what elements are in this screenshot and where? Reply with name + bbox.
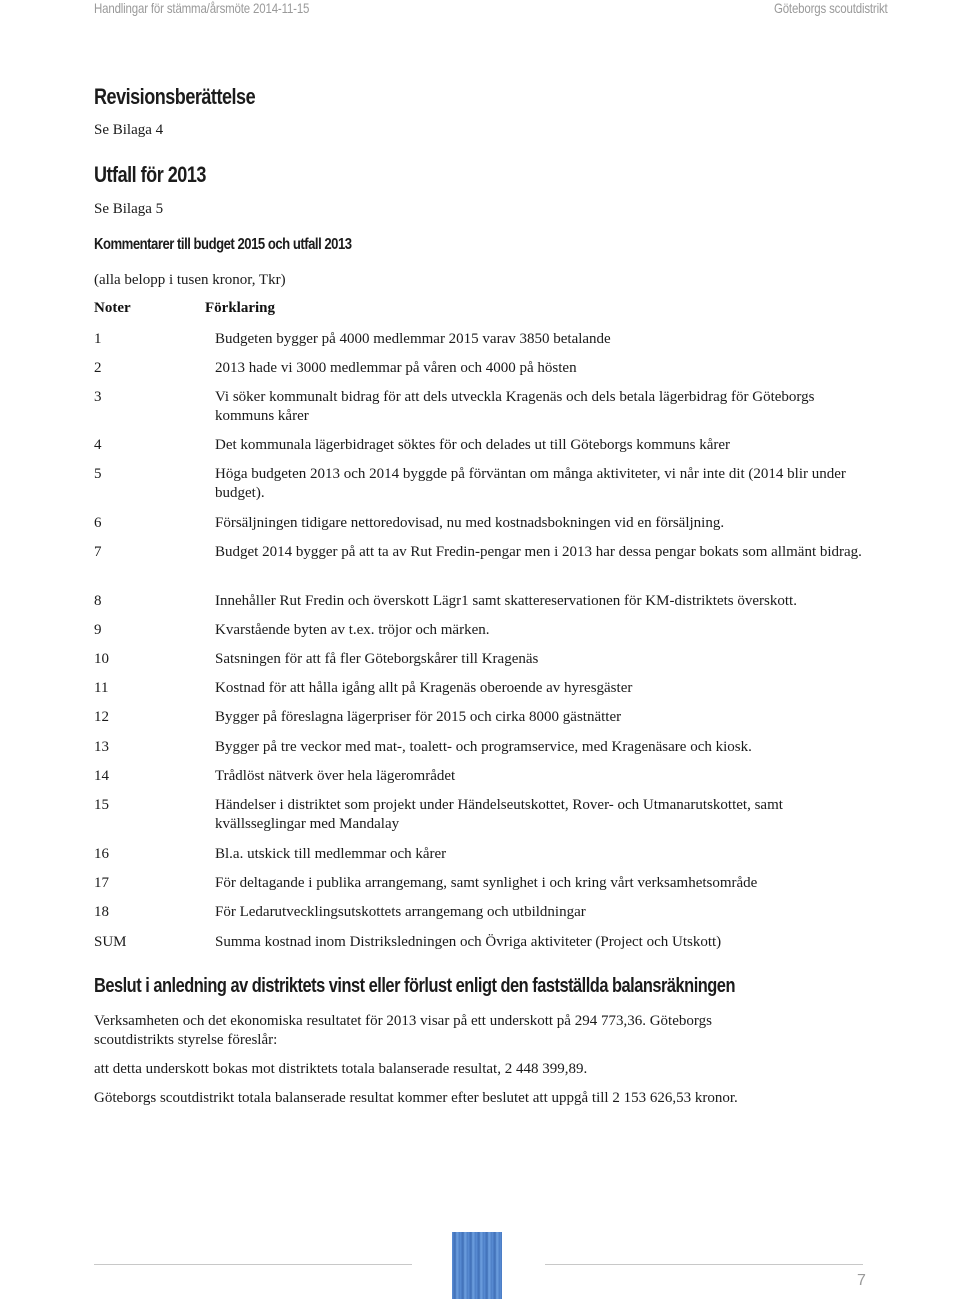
note-explanation: För Ledarutvecklingsutskottets arrangemang och utbildningar	[215, 904, 586, 920]
note-explanation: Bygger på föreslagna lägerpriser för 2015 och cirka 8000 gästnätter	[215, 709, 622, 725]
running-header-right: Göteborgs scoutdistrikt	[774, 0, 888, 16]
note-number: 17	[94, 875, 109, 891]
footer-rule-left	[94, 1264, 412, 1265]
note-explanation: Händelser i distriktet som projekt under Händelseutskottet, Rover- och Utmanarutskottet, samt kvällsseglingar med Mandalay	[215, 797, 783, 832]
note-explanation: Bygger på tre veckor med mat-, toalett- och programservice, med Kragenäsare och kiosk.	[215, 739, 752, 755]
note-explanation: Trådlöst nätverk över hela lägerområdet	[215, 768, 456, 784]
notes-column-header-noter: Noter	[94, 300, 131, 316]
note-explanation: Kostnad för att hålla igång allt på Kragenäs oberoende av hyresgäster	[215, 680, 633, 696]
note-number: 7	[94, 544, 102, 560]
beslut-paragraph-2: att detta underskott bokas mot distriktets totala balanserade resultat, 2 448 399,89.	[94, 1061, 588, 1077]
note-number: 10	[94, 651, 109, 667]
note-number: 11	[94, 680, 109, 696]
note-number: 18	[94, 904, 109, 920]
note-explanation: Satsningen för att få fler Göteborgskårer till Kragenäs	[215, 651, 539, 667]
footer-rule-right	[545, 1264, 863, 1265]
kommentarer-heading: Kommentarer till budget 2015 och utfall 2013	[94, 236, 352, 253]
beslut-heading: Beslut i anledning av distriktets vinst eller förlust enligt den fastställda balansräkningen	[94, 975, 735, 997]
note-explanation: Höga budgeten 2013 och 2014 byggde på förväntan om många aktiviteter, vi når inte dit (2014 blir under budget).	[215, 466, 846, 501]
note-explanation: Budgeten bygger på 4000 medlemmar 2015 varav 3850 betalande	[215, 331, 611, 347]
footer-page-tab	[452, 1232, 502, 1299]
note-number: 12	[94, 709, 109, 725]
note-explanation: 2013 hade vi 3000 medlemmar på våren och 4000 på hösten	[215, 360, 577, 376]
beslut-paragraph-3: Göteborgs scoutdistrikt totala balanserade resultat kommer efter beslutet att uppgå till 2 153 626,53 kronor.	[94, 1090, 738, 1106]
note-number: 15	[94, 797, 109, 813]
note-number: 5	[94, 466, 102, 482]
note-number: 3	[94, 389, 102, 405]
note-explanation: Innehåller Rut Fredin och överskott Lägr1 samt skattereservationen för KM-distriktets överskott.	[215, 593, 797, 609]
note-explanation: För deltagande i publika arrangemang, samt synlighet i och kring vårt verksamhetsområde	[215, 875, 758, 891]
page-number: 7	[857, 1272, 866, 1289]
note-number: SUM	[94, 934, 127, 950]
running-header-left: Handlingar för stämma/årsmöte 2014-11-15	[94, 0, 310, 16]
utfall-reference: Se Bilaga 5	[94, 201, 164, 217]
note-number: 14	[94, 768, 109, 784]
note-explanation: Det kommunala lägerbidraget söktes för och delades ut till Göteborgs kommuns kårer	[215, 437, 731, 453]
note-explanation: Försäljningen tidigare nettoredovisad, nu med kostnadsbokningen vid en försäljning.	[215, 515, 725, 531]
note-explanation: Summa kostnad inom Distriksledningen och Övriga aktiviteter (Project och Utskott)	[215, 934, 722, 950]
note-explanation: Budget 2014 bygger på att ta av Rut Fredin-pengar men i 2013 har dessa pengar bokats som allmänt bidrag.	[215, 544, 862, 560]
note-explanation: Bl.a. utskick till medlemmar och kårer	[215, 846, 447, 862]
note-number: 1	[94, 331, 102, 347]
kommentarer-unit-note: (alla belopp i tusen kronor, Tkr)	[94, 272, 286, 288]
note-number: 9	[94, 622, 102, 638]
note-number: 8	[94, 593, 102, 609]
note-number: 16	[94, 846, 109, 862]
note-number: 6	[94, 515, 102, 531]
note-explanation: Vi söker kommunalt bidrag för att dels utveckla Kragenäs och dels betala lägerbidrag för Göteborgs kommuns kårer	[215, 389, 815, 424]
note-number: 2	[94, 360, 102, 376]
note-explanation: Kvarstående byten av t.ex. tröjor och märken.	[215, 622, 490, 638]
beslut-paragraph-1: Verksamheten och det ekonomiska resultatet för 2013 visar på ett underskott på 294 773,36. Göteborgs scoutdistrikts styrelse föreslår:	[94, 1013, 712, 1048]
note-number: 4	[94, 437, 102, 453]
notes-column-header-forklaring: Förklaring	[205, 300, 275, 316]
note-number: 13	[94, 739, 109, 755]
revision-reference: Se Bilaga 4	[94, 122, 164, 138]
utfall-heading: Utfall för 2013	[94, 162, 206, 187]
revision-heading: Revisionsberättelse	[94, 84, 256, 109]
